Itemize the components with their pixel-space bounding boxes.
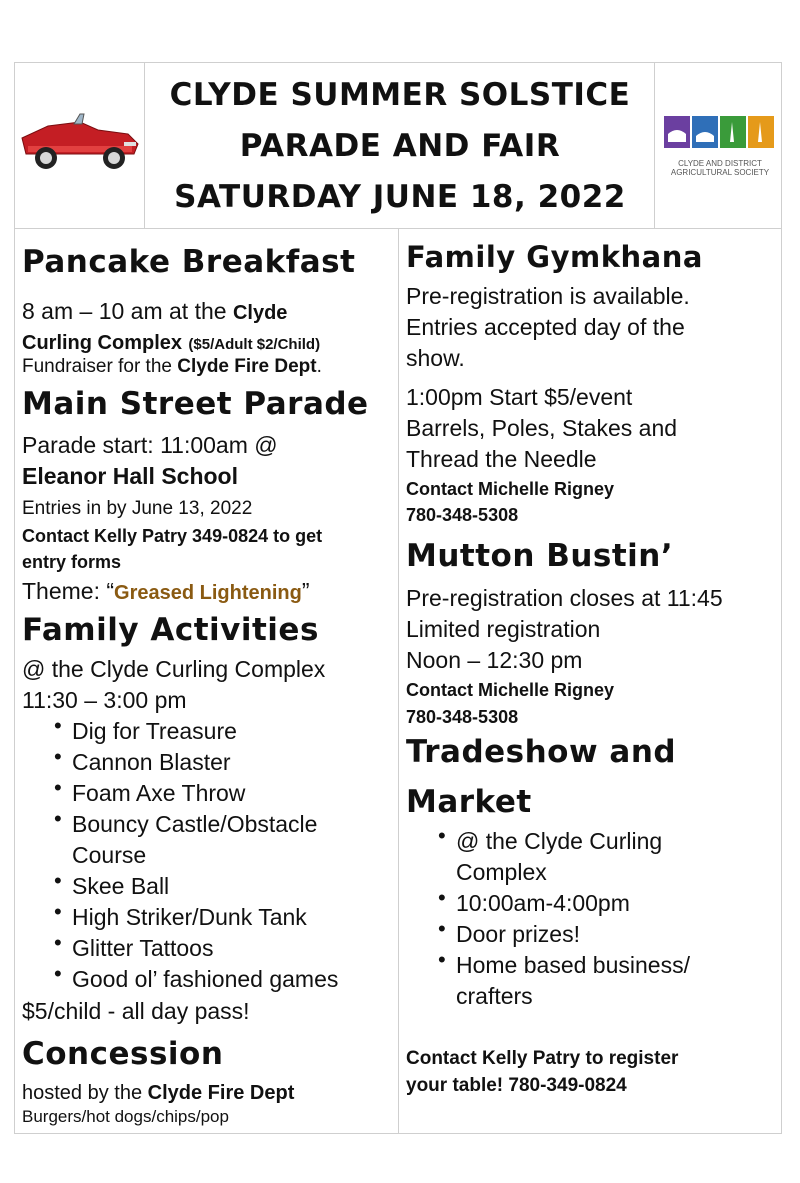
title-line-3: SATURDAY JUNE 18, 2022 <box>174 179 626 215</box>
parade-line-1: Parade start: 11:00am @ <box>22 432 278 458</box>
activities-line-2: 11:30 – 3:00 pm <box>22 687 187 713</box>
header-left-divider <box>144 62 145 228</box>
mutton-contact-name: Contact Michelle Rigney <box>406 680 615 700</box>
pancake-line-3: Fundraiser for the Clyde Fire Dept. <box>22 356 322 377</box>
logo-text-2: AGRICULTURAL SOCIETY <box>670 168 770 177</box>
list-item: • Cannon Blaster <box>54 747 338 778</box>
parade-theme: Theme: “Greased Lightening” <box>22 578 310 604</box>
list-item: • Bouncy Castle/Obstacle Course <box>54 809 338 871</box>
list-item: • Glitter Tattoos <box>54 933 338 964</box>
title-line-1: CLYDE SUMMER SOLSTICE <box>169 77 631 113</box>
tradeshow-heading-1: Tradeshow and <box>406 734 677 770</box>
parade-line-3: Entries in by June 13, 2022 <box>22 498 253 519</box>
gymkhana-line-3: show. <box>406 345 465 371</box>
list-item: • Skee Ball <box>54 871 338 902</box>
parade-line-2: Eleanor Hall School <box>22 463 238 489</box>
mutton-heading: Mutton Bustin’ <box>406 538 674 574</box>
mutton-line-3: Noon – 12:30 pm <box>406 647 583 673</box>
activities-line-1: @ the Clyde Curling Complex <box>22 656 326 682</box>
list-item: • Home based business/ crafters <box>438 950 690 1012</box>
pancake-heading: Pancake Breakfast <box>22 244 356 280</box>
gymkhana-line-6: Thread the Needle <box>406 446 597 472</box>
gymkhana-contact-phone: 780-348-5308 <box>406 505 519 525</box>
gymkhana-heading: Family Gymkhana <box>406 240 703 274</box>
activities-pass: $5/child - all day pass! <box>22 998 250 1024</box>
gymkhana-contact-name: Contact Michelle Rigney <box>406 479 615 499</box>
mutton-line-2: Limited registration <box>406 616 601 642</box>
pancake-line-2: Curling Complex ($5/Adult $2/Child) <box>22 332 321 354</box>
gymkhana-line-5: Barrels, Poles, Stakes and <box>406 415 678 441</box>
title-line-2: PARADE AND FAIR <box>239 128 561 164</box>
concession-heading: Concession <box>22 1036 224 1072</box>
activities-list <box>54 716 338 995</box>
list-item: • Foam Axe Throw <box>54 778 338 809</box>
column-divider <box>398 228 399 1134</box>
concession-line-2: Burgers/hot dogs/chips/pop <box>22 1107 229 1126</box>
list-item: • Door prizes! <box>438 919 690 950</box>
list-item: • @ the Clyde Curling Complex <box>438 826 690 888</box>
mutton-line-1: Pre-registration closes at 11:45 <box>406 585 723 611</box>
tradeshow-list <box>438 826 690 1012</box>
list-item: • High Striker/Dunk Tank <box>54 902 338 933</box>
list-item: • Dig for Treasure <box>54 716 338 747</box>
tradeshow-heading-2: Market <box>406 784 532 820</box>
list-item: • 10:00am-4:00pm <box>438 888 690 919</box>
activities-heading: Family Activities <box>22 612 319 648</box>
logo-text-1: CLYDE AND DISTRICT <box>678 159 762 168</box>
tradeshow-contact-2: your table! 780-349-0824 <box>406 1075 627 1096</box>
parade-line-4: Contact Kelly Patry 349-0824 to get <box>22 526 323 546</box>
pancake-line-1: 8 am – 10 am at the Clyde <box>22 298 288 324</box>
parade-heading: Main Street Parade <box>22 386 369 422</box>
agricultural-society-logo <box>662 114 778 194</box>
gymkhana-line-4: 1:00pm Start $5/event <box>406 384 633 410</box>
mutton-contact-phone: 780-348-5308 <box>406 707 519 727</box>
header-right-divider <box>654 62 655 228</box>
gymkhana-line-1: Pre-registration is available. <box>406 283 690 309</box>
red-car-image <box>18 108 142 180</box>
gymkhana-line-2: Entries accepted day of the <box>406 314 685 340</box>
list-item: • Good ol’ fashioned games <box>54 964 338 995</box>
concession-line-1: hosted by the Clyde Fire Dept <box>22 1082 295 1104</box>
parade-line-5: entry forms <box>22 552 122 572</box>
tradeshow-contact-1: Contact Kelly Patry to register <box>406 1048 679 1069</box>
